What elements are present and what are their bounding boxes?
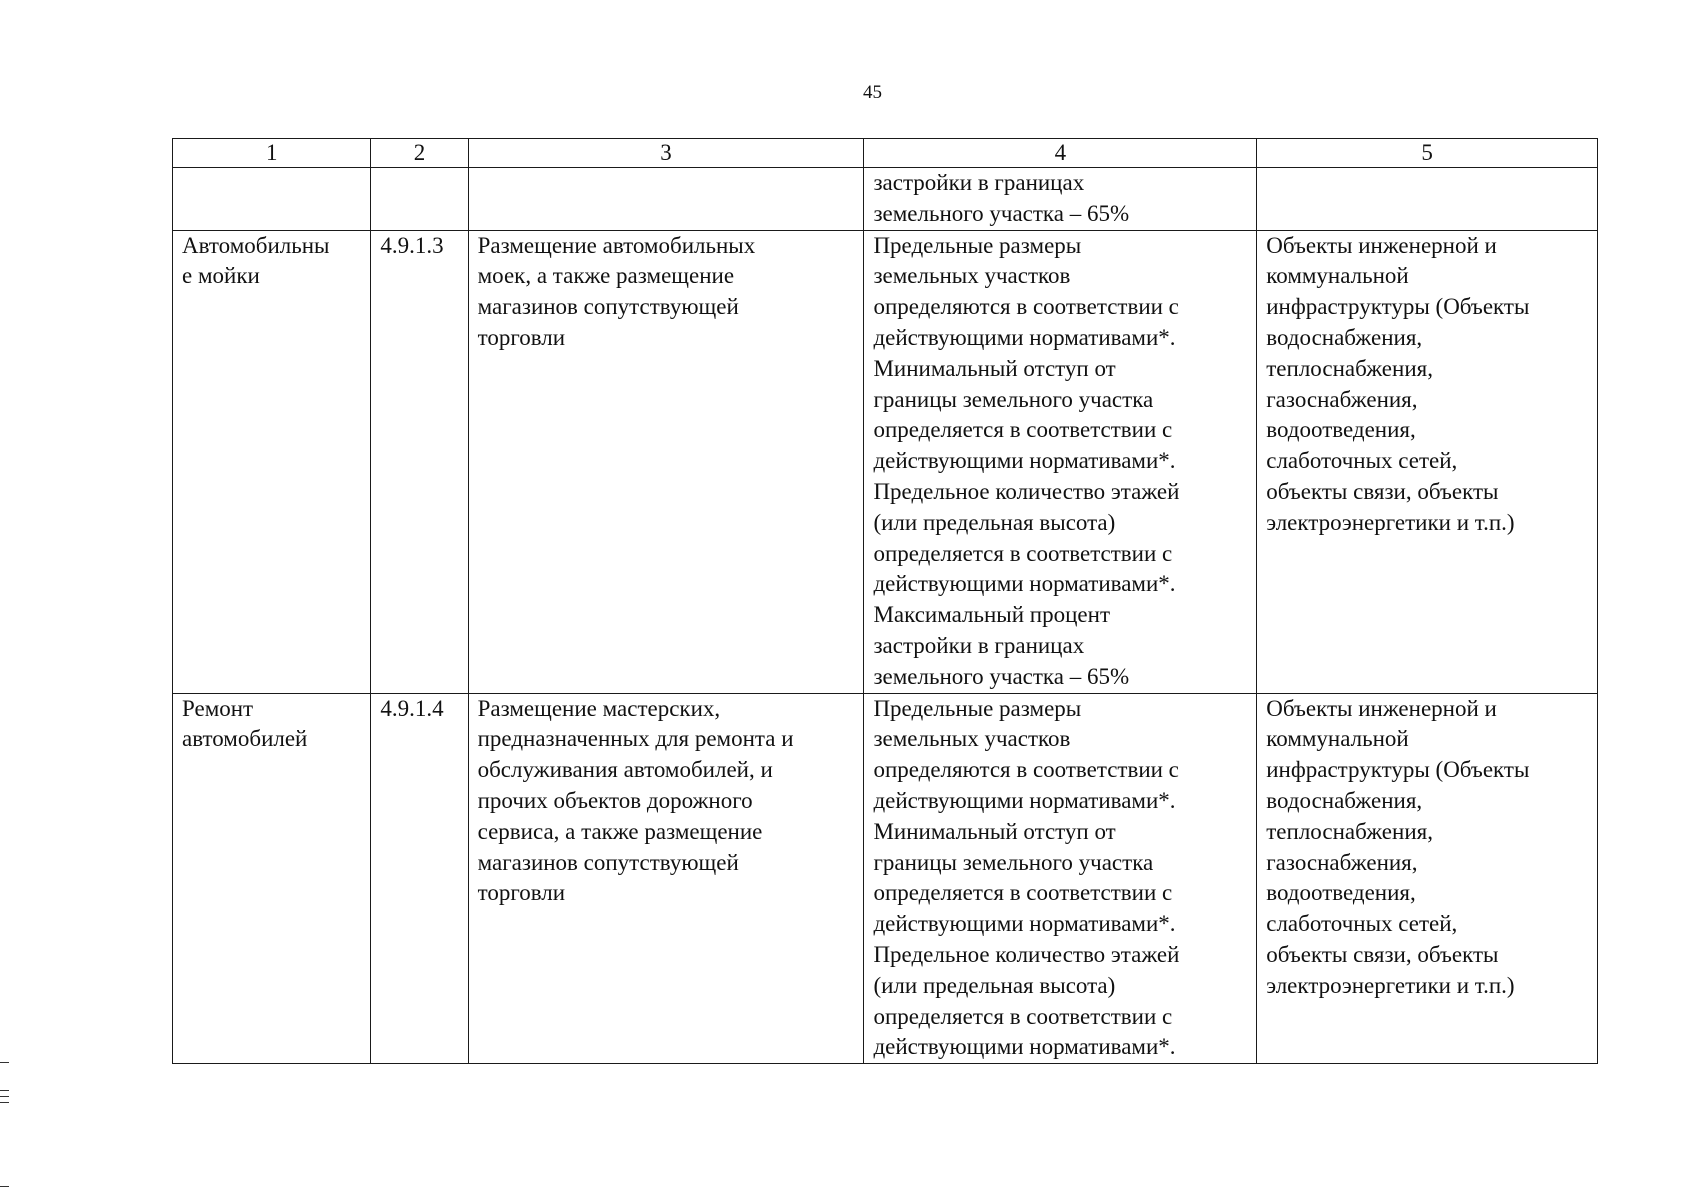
auxiliary-use-cell: Объекты инженерной и коммунальной инфраструктуры (Объекты водоснабжения, теплоснабжения, газоснабжения, водоотведения, слаботочных сетей, объекты связи, объекты электроэнергетики и т.п.) xyxy=(1257,230,1598,693)
use-description-cell: Размещение автомобильных моек, а также размещение магазинов сопутствующей торговли xyxy=(468,230,864,693)
use-name-cell xyxy=(173,168,371,231)
column-number-5: 5 xyxy=(1257,139,1598,168)
column-number-3: 3 xyxy=(468,139,864,168)
table-row-car-repair xyxy=(173,693,1598,1064)
table-header-row xyxy=(173,139,1598,168)
use-name-cell: Автомобильны е мойки xyxy=(173,230,371,693)
table-row-continuation xyxy=(173,168,1598,231)
scan-margin-mark xyxy=(0,1096,9,1097)
use-description-cell: Размещение мастерских, предназначенных для ремонта и обслуживания автомобилей, и прочих объектов дорожного сервиса, а также размещение магазинов сопутствующей торговли xyxy=(468,693,864,1064)
parameters-cell: застройки в границах земельного участка – 65% xyxy=(864,168,1257,231)
table-row-car-wash xyxy=(173,230,1598,693)
auxiliary-use-cell: Объекты инженерной и коммунальной инфраструктуры (Объекты водоснабжения, теплоснабжения, газоснабжения, водоотведения, слаботочных сетей, объекты связи, объекты электроэнергетики и т.п.) xyxy=(1257,693,1598,1064)
use-code-cell: 4.9.1.3 xyxy=(371,230,468,693)
scan-margin-mark xyxy=(0,1062,9,1063)
land-use-table xyxy=(172,138,1598,1064)
scan-margin-mark xyxy=(0,1090,9,1091)
use-description-cell xyxy=(468,168,864,231)
column-number-4: 4 xyxy=(864,139,1257,168)
parameters-cell: Предельные размеры земельных участков определяются в соответствии с действующими нормативами*. Минимальный отступ от границы земельного участка определяется в соответствии с действующими нормативами*. Предельное количество этажей (или предельная высота) определяется в соответствии с действующими нормативами*. Максимальный процент застройки в границах земельного участка – 65% xyxy=(864,230,1257,693)
column-number-1: 1 xyxy=(173,139,371,168)
column-number-2: 2 xyxy=(371,139,468,168)
use-code-cell xyxy=(371,168,468,231)
use-code-cell: 4.9.1.4 xyxy=(371,693,468,1064)
use-name-cell: Ремонт автомобилей xyxy=(173,693,371,1064)
page-number: 45 xyxy=(863,82,882,103)
scan-margin-mark xyxy=(0,1102,9,1103)
parameters-cell: Предельные размеры земельных участков определяются в соответствии с действующими нормативами*. Минимальный отступ от границы земельного участка определяется в соответствии с действующими нормативами*. Предельное количество этажей (или предельная высота) определяется в соответствии с действующими нормативами*. xyxy=(864,693,1257,1064)
scan-margin-mark xyxy=(0,1186,9,1187)
auxiliary-use-cell xyxy=(1257,168,1598,231)
